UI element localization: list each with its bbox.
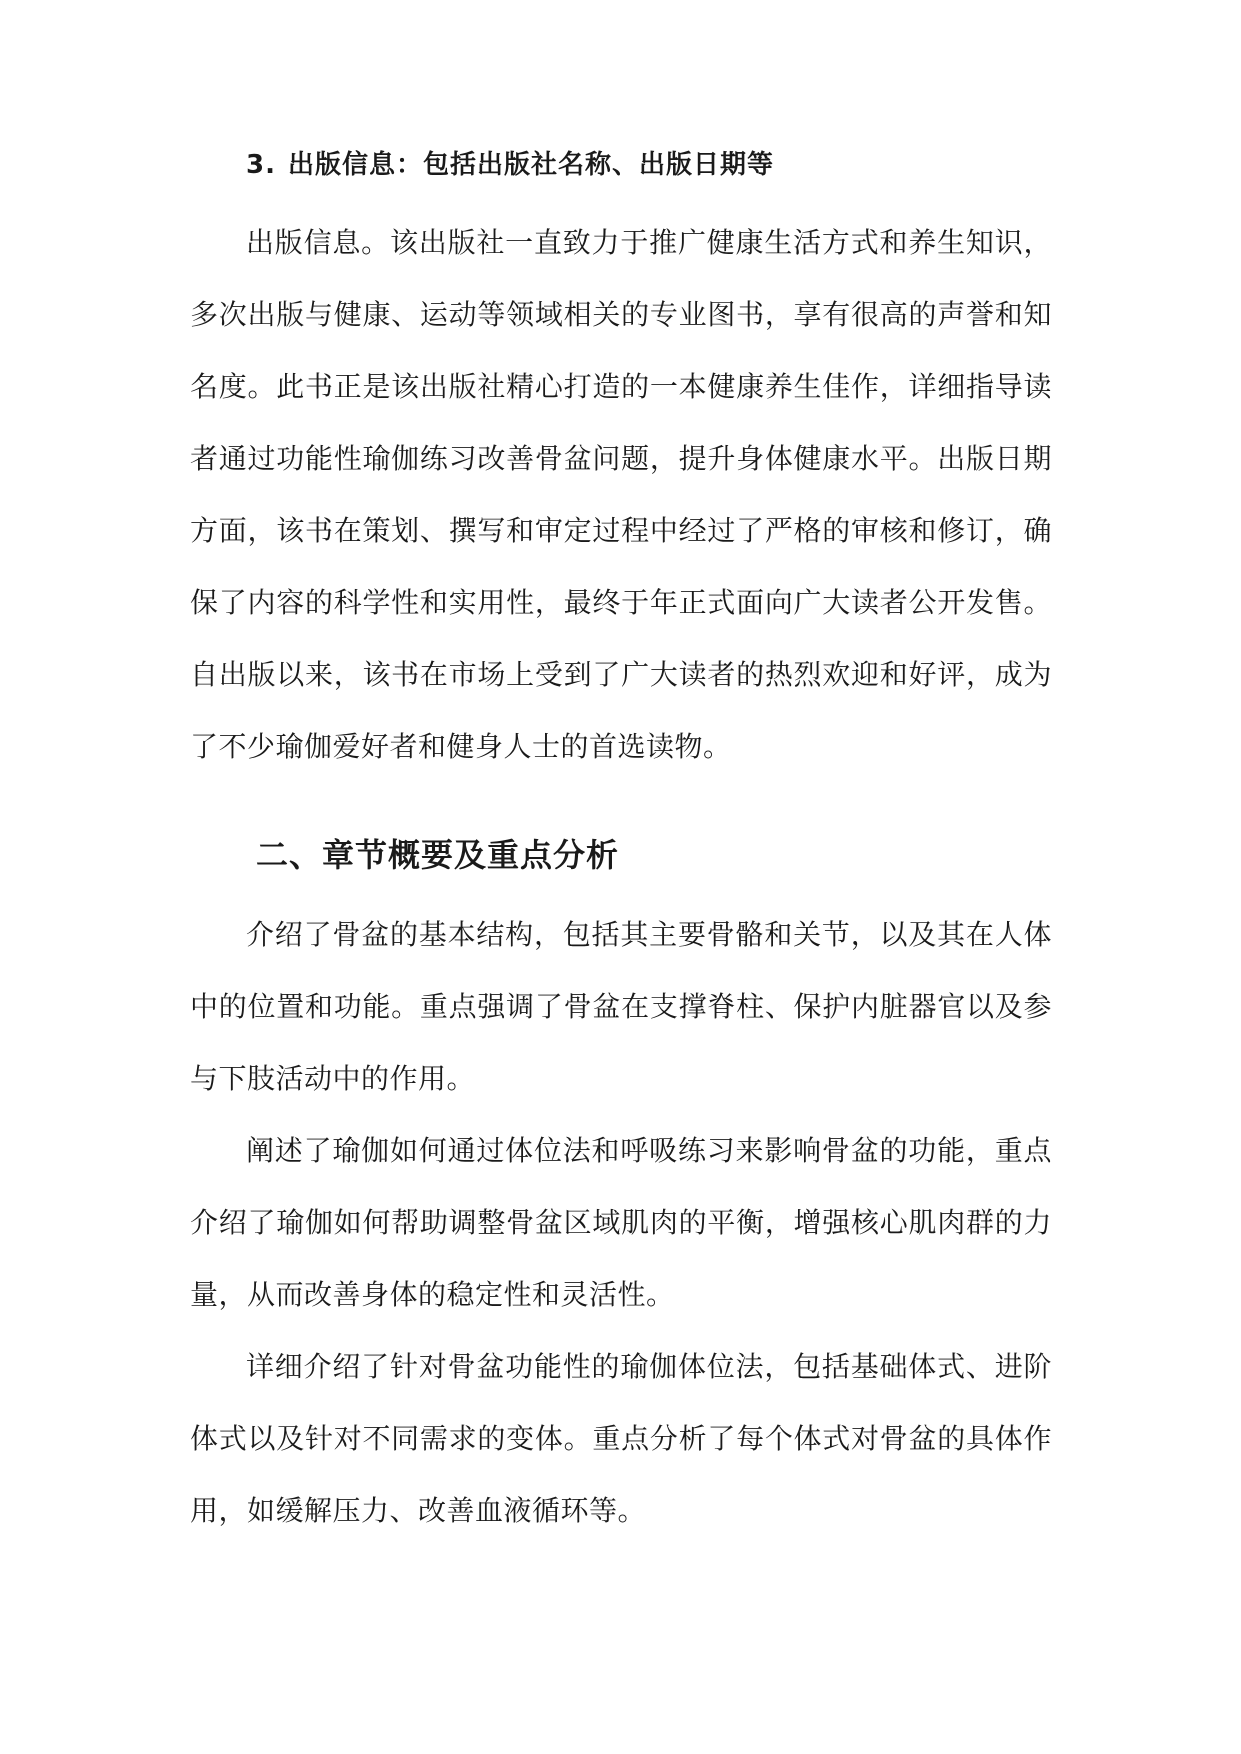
- chapter-summary-paragraph-3: 详细介绍了针对骨盆功能性的瑜伽体位法，包括基础体式、进阶体式以及针对不同需求的变体。重点分析了每个体式对骨盆的具体作用，如缓解压力、改善血液循环等。: [190, 1350, 1052, 1527]
- subsection-title: 出版信息：包括出版社名称、出版日期等: [287, 150, 774, 180]
- document-body: [190, 148, 1052, 1547]
- subsection-heading: [246, 148, 1052, 182]
- subsection-number: 3.: [246, 150, 276, 180]
- section-heading: 二、章节概要及重点分析: [256, 836, 620, 874]
- publication-info-paragraph: 出版信息。该出版社一直致力于推广健康生活方式和养生知识，多次出版与健康、运动等领域相关的专业图书，享有很高的声誉和知名度。此书正是该出版社精心打造的一本健康养生佳作，详细指导读者通过功能性瑜伽练习改善骨盆问题，提升身体健康水平。出版日期方面，该书在策划、撰写和审定过程中经过了严格的审核和修订，确保了内容的科学性和实用性，最终于年正式面向广大读者公开发售。自出版以来，该书在市场上受到了广大读者的热烈欢迎和好评，成为了不少瑜伽爱好者和健身人士的首选读物。: [190, 226, 1052, 763]
- chapter-summary-paragraph-1: 介绍了骨盆的基本结构，包括其主要骨骼和关节，以及其在人体中的位置和功能。重点强调了骨盆在支撑脊柱、保护内脏器官以及参与下肢活动中的作用。: [190, 918, 1052, 1095]
- chapter-summary-paragraph-2: 阐述了瑜伽如何通过体位法和呼吸练习来影响骨盆的功能，重点介绍了瑜伽如何帮助调整骨盆区域肌肉的平衡，增强核心肌肉群的力量，从而改善身体的稳定性和灵活性。: [190, 1134, 1052, 1311]
